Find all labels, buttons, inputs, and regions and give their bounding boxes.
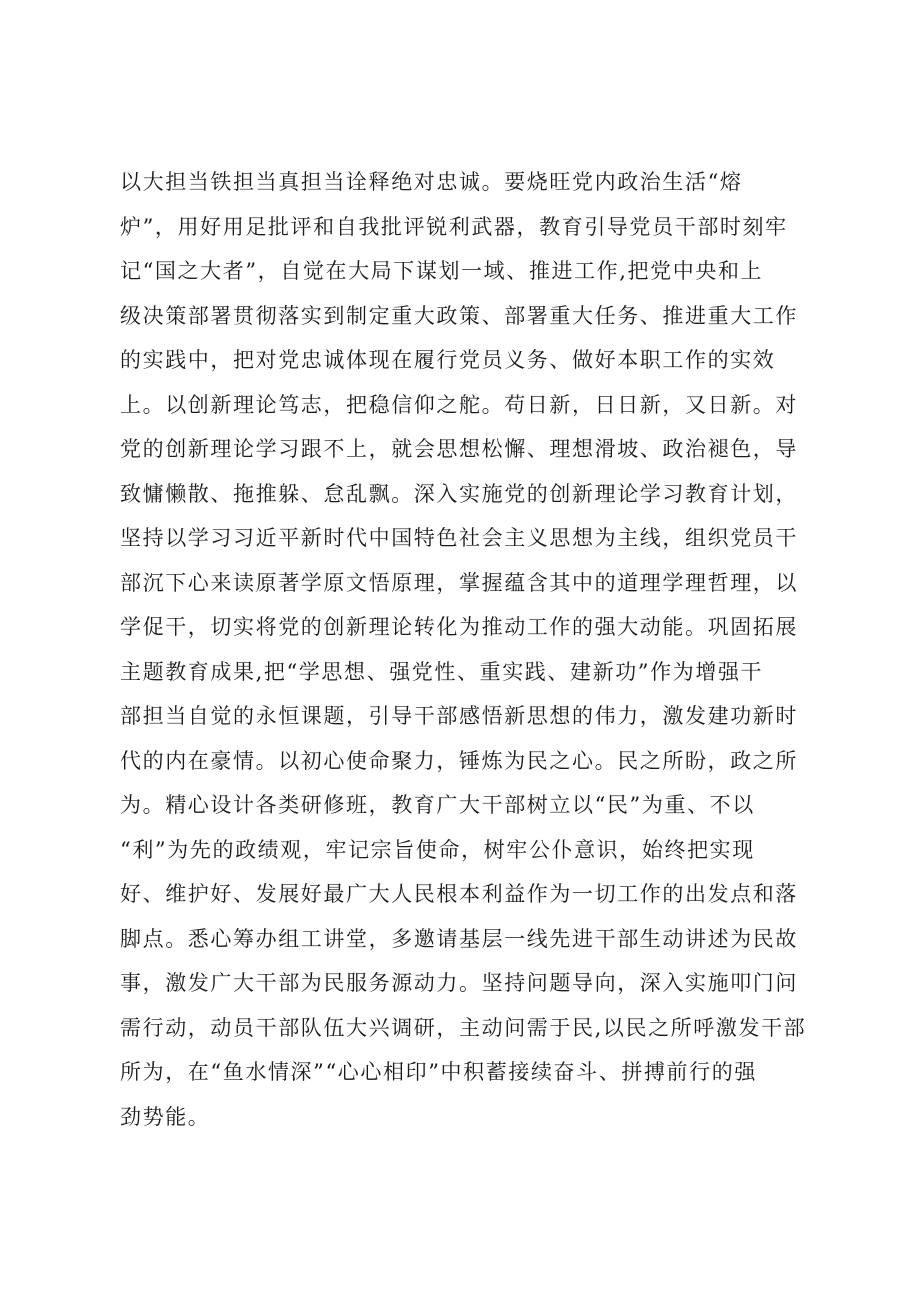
text-line: 级决策部署贯彻落实到制定重大政策、部署重大任务、推进重大工作 (120, 303, 798, 328)
text-line: 事，激发广大干部为民服务源动力。坚持问题导向，深入实施叩门问 (120, 971, 798, 995)
text-line: 脚点。悉心筹办组工讲堂，多邀请基层一线先进干部生动讲述为民故 (120, 926, 798, 951)
text-line: 致慵懒散、拖推躲、怠乱飘。深入实施党的创新理论学习教育计划， (120, 481, 798, 506)
text-line: 主题教育成果,把“学思想、强党性、重实践、建新功”作为增强干 (120, 659, 764, 684)
text-line: 好、维护好、发展好最广大人民根本利益作为一切工作的出发点和落 (120, 882, 798, 906)
text-line: 记“国之大者”，自觉在大局下谋划一域、推进工作,把党中央和上 (120, 259, 764, 283)
text-line: 炉”，用好用足批评和自我批评锐利武器，教育引导党员干部时刻牢 (120, 214, 788, 239)
text-line: “利”为先的政绩观，牢记宗旨使命，树牢公仆意识，始终把实现 (120, 837, 755, 862)
text-line: 劲势能。 (120, 1104, 211, 1129)
text-line: 学促干，切实将党的创新理论转化为推动工作的强大动能。巩固拓展 (120, 615, 798, 639)
text-line: 部沉下心来读原著学原文悟原理，掌握蕴含其中的道理学理哲理，以 (120, 570, 798, 595)
text-line: 的实践中，把对党忠诚体现在履行党员义务、做好本职工作的实效 (120, 348, 776, 372)
text-line: 党的创新理论学习跟不上，就会思想松懈、理想滑坡、政治褪色，导 (120, 437, 798, 461)
text-line: 上。以创新理论笃志，把稳信仰之舵。苟日新，日日新，又日新。对 (120, 392, 798, 417)
text-line: 需行动，动员干部队伍大兴调研，主动问需于民,以民之所呼激发干部 (120, 1015, 807, 1040)
text-line: 代的内在豪情。以初心使命聚力，锤炼为民之心。民之所盼，政之所 (120, 748, 798, 773)
text-line: 为。精心设计各类研修班，教育广大干部树立以“民”为重、不以 (120, 793, 755, 817)
body-paragraph (120, 160, 820, 1139)
text-line: 坚持以学习习近平新时代中国特色社会主义思想为主线，组织党员干 (120, 526, 798, 550)
text-line: 以大担当铁担当真担当诠释绝对忠诚。要烧旺党内政治生活“熔 (120, 170, 743, 194)
text-line: 所为，在“鱼水情深”“心心相印”中积蓄接续奋斗、拼搏前行的强 (120, 1060, 757, 1084)
text-line: 部担当自觉的永恒课题，引导干部感悟新思想的伟力，激发建功新时 (120, 704, 798, 728)
